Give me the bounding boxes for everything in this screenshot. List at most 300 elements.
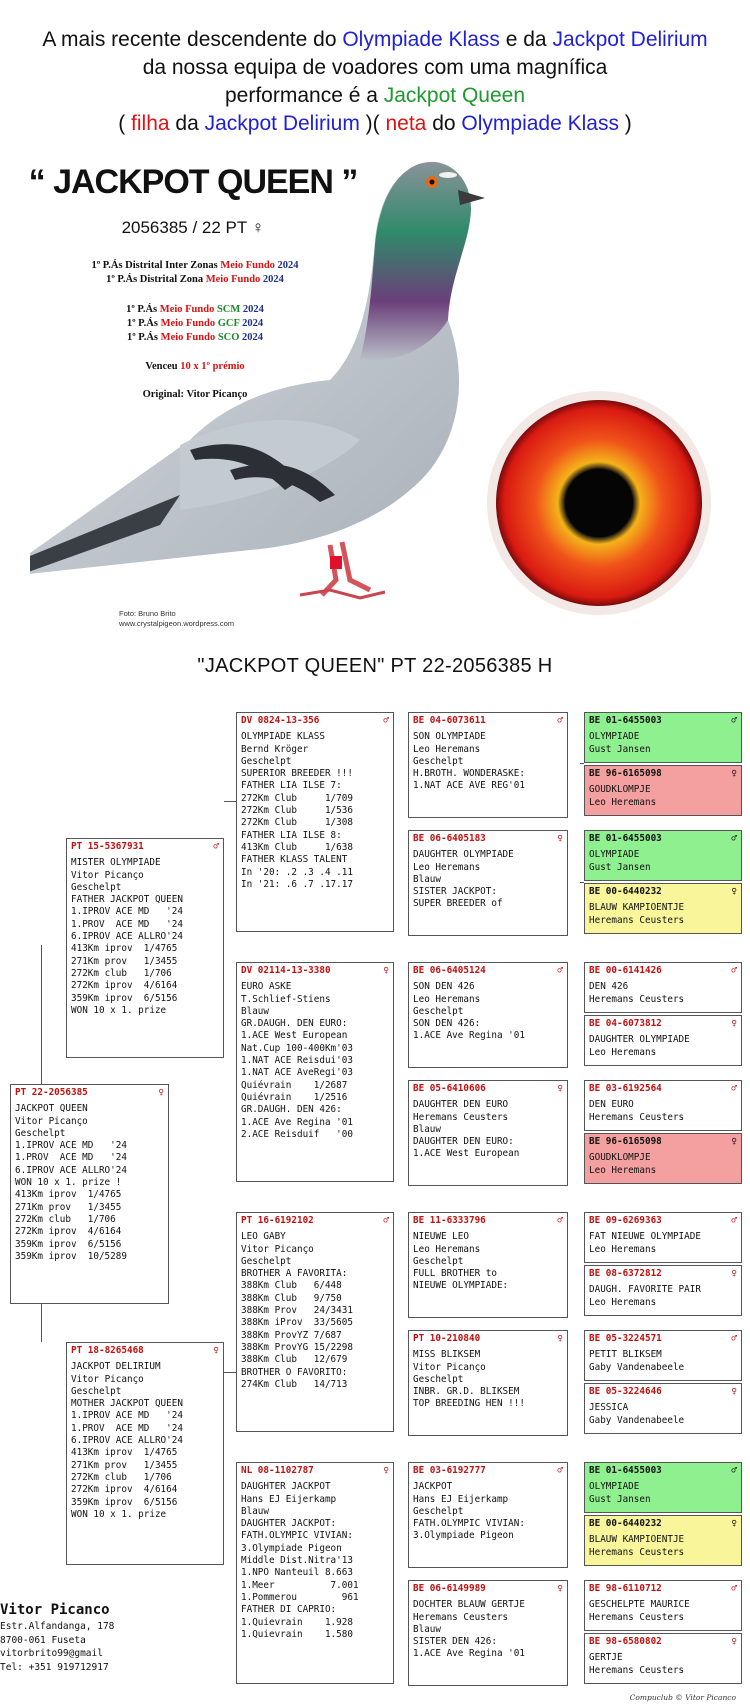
pedigree-box-header (413, 1333, 563, 1345)
pedigree-line: 388Km ProvYG 15/2298 (241, 1341, 353, 1353)
pedigree-line: 1.IPROV ACE MD '24 (71, 1410, 183, 1422)
pedigree-box (584, 712, 742, 763)
pedigree-line: 1.ACE Ave Regina '01 (413, 1648, 525, 1660)
pedigree-box (408, 1462, 568, 1568)
connector (41, 945, 42, 1084)
pedigree-box (408, 830, 568, 936)
pedigree-line: GR.DAUGH. DEN 426: (241, 1104, 342, 1116)
pedigree-box (10, 1084, 169, 1304)
ring-number: BE 98-6110712 (589, 1583, 662, 1594)
pedigree-line: 359Km iprov 6/5156 (71, 1496, 178, 1508)
wins-line: Venceu 10 x 1º prémio (145, 361, 245, 372)
hero-ring-number: 2056385 / 22 PT ♀ (121, 218, 265, 237)
pedigree-line: Heremans Ceusters (589, 1546, 685, 1558)
pedigree-line: 6.IPROV ACE ALLRO'24 (71, 1435, 183, 1447)
pedigree-line: 1.NAT ACE Reisdui'03 (241, 1055, 353, 1067)
achievement-5: 1º P.Ás Meio Fundo SCO 2024 (126, 332, 264, 343)
pedigree-line: INBR. GR.D. BLIKSEM (413, 1386, 520, 1398)
pedigree-box (584, 1133, 742, 1184)
pedigree-box (584, 883, 742, 934)
pedigree-box-header (241, 715, 389, 727)
pedigree-box (584, 1515, 742, 1566)
pedigree-line: Vitor Picanço (71, 1373, 144, 1385)
pedigree-line: MOTHER JACKPOT QUEEN (71, 1398, 183, 1410)
male-symbol: ♂ (557, 965, 563, 976)
pedigree-line: 1.PROV ACE MD '24 (71, 918, 183, 930)
pedigree-line: 388Km ProvYZ 7/687 (241, 1329, 342, 1341)
pedigree-line: 272Km iprov 4/6164 (71, 980, 178, 992)
pedigree-line: In '20: .2 .3 .4 .11 (241, 866, 353, 878)
male-symbol: ♂ (731, 1083, 737, 1094)
male-symbol: ♂ (383, 715, 389, 726)
female-symbol: ♀ (731, 1136, 737, 1147)
footer-credit: Compuclub © Vitor Picanco (629, 1693, 736, 1702)
pedigree-line: FATH.OLYMPIC VIVIAN: (413, 1518, 525, 1530)
pedigree-line: Geschelpt (413, 1373, 464, 1385)
ring-number: BE 08-6372812 (589, 1268, 662, 1279)
pedigree-line: Leo Heremans (589, 1164, 657, 1176)
male-symbol: ♂ (383, 1215, 389, 1226)
pedigree-line: DAUGHTER OLYMPIADE (413, 849, 514, 861)
pedigree-box-header (241, 965, 389, 977)
pedigree-line: 272Km Club 1/308 (241, 817, 353, 829)
pedigree-box-header (589, 1333, 737, 1345)
intro-line-3: performance é a Jackpot Queen (224, 84, 526, 107)
pedigree-line: 3.Olympiade Pigeon (241, 1542, 342, 1554)
pedigree-box (584, 1080, 742, 1131)
male-symbol: ♂ (731, 1215, 737, 1226)
pedigree-box (408, 712, 568, 818)
pedigree-box-header (589, 1636, 737, 1648)
pedigree-line: FATHER JACKPOT QUEEN (71, 894, 183, 906)
ring-number: DV 0824-13-356 (241, 715, 320, 726)
pedigree-line: OLYMPIADE KLASS (241, 731, 325, 743)
pedigree-line: Bernd Kröger (241, 743, 309, 755)
pedigree-line: Nat.Cup 100-400Km'03 (241, 1042, 353, 1054)
ring-number: BE 06-6405183 (413, 833, 486, 844)
pedigree-line: 1.PROV ACE MD '24 (15, 1152, 127, 1164)
pedigree-line: 388Km Club 12/679 (241, 1354, 348, 1366)
pedigree-line: Leo Heremans (413, 743, 481, 755)
pedigree-line: BLAUW KAMPIOENTJE (589, 1534, 685, 1546)
pedigree-box-header (241, 1465, 389, 1477)
pedigree-line: Blauw (413, 1623, 441, 1635)
achievement-1: 1º P.Ás Distrital Inter Zonas Meio Fundo 2024 (91, 260, 299, 271)
male-symbol: ♂ (213, 841, 219, 852)
ring-number: BE 00-6440232 (589, 886, 662, 897)
pedigree-line: EURO ASKE (241, 981, 292, 993)
original-breeder: Original: Vitor Picanço (142, 389, 248, 400)
ring-number: BE 03-6192564 (589, 1083, 662, 1094)
intro-line-2: da nossa equipa de voadores com uma magnífica (142, 56, 608, 79)
pedigree-line: GERTJE (589, 1652, 623, 1664)
intro-line-4: ( filha da Jackpot Delirium )( neta do Olympiade Klass ) (118, 112, 632, 135)
pedigree-line: Vitor Picanço (241, 1243, 314, 1255)
pedigree-box-header (413, 1083, 563, 1095)
pedigree-box-header (589, 1215, 737, 1227)
pedigree-box (236, 1212, 394, 1432)
male-symbol: ♂ (731, 1583, 737, 1594)
connector (224, 801, 236, 802)
owner-address: Estr.Alfandanga, 178 (0, 1621, 115, 1632)
pedigree-line: JACKPOT QUEEN (15, 1103, 88, 1115)
male-symbol: ♂ (557, 1215, 563, 1226)
female-symbol: ♀ (731, 886, 737, 897)
pedigree-line: DAUGHTER JACKPOT: (241, 1518, 337, 1530)
ring-number: BE 05-3224646 (589, 1386, 662, 1397)
female-symbol: ♀ (383, 965, 389, 976)
pedigree-line: FULL BROTHER to (413, 1268, 497, 1280)
female-symbol: ♀ (731, 1386, 737, 1397)
owner-email: vitorbrito99@gmail (0, 1648, 103, 1659)
pedigree-box-header (589, 1083, 737, 1095)
pedigree-line: Vitor Picanço (71, 869, 144, 881)
pedigree-line: Geschelpt (241, 755, 292, 767)
pedigree-line: Hans EJ Eijerkamp (413, 1493, 509, 1505)
pedigree-box-header (589, 1583, 737, 1595)
ring-number: BE 11-6333796 (413, 1215, 486, 1226)
ring-number: BE 03-6192777 (413, 1465, 486, 1476)
pedigree-line: Vitor Picanço (15, 1115, 88, 1127)
pedigree-line: GOUDKLOMPJE (589, 1152, 651, 1164)
pedigree-line: 272Km Club 1/536 (241, 805, 353, 817)
pedigree-line: SISTER DEN 426: (413, 1636, 497, 1648)
female-symbol: ♀ (731, 1268, 737, 1279)
pedigree-line: Quiévrain 1/2687 (241, 1079, 348, 1091)
ring-number: BE 04-6073611 (413, 715, 486, 726)
pedigree-line: Blauw (413, 873, 441, 885)
pedigree-line: Heremans Ceusters (589, 1111, 685, 1123)
pedigree-line: 1.NAT ACE AVE REG'01 (413, 780, 525, 792)
pedigree-line: Blauw (241, 1505, 269, 1517)
hero-title: “ JACKPOT QUEEN ” (28, 163, 358, 201)
female-symbol: ♀ (731, 1518, 737, 1529)
pedigree-line: Hans EJ Eijerkamp (241, 1493, 337, 1505)
owner-name: Vitor Picanco (0, 1602, 110, 1618)
pedigree-line: 388Km Club 9/750 (241, 1292, 342, 1304)
pedigree-line: Heremans Ceusters (413, 1111, 509, 1123)
pedigree-line: Heremans Ceusters (589, 1664, 685, 1676)
pedigree-line: 272Km club 1/706 (15, 1213, 116, 1225)
pedigree-line: GOUDKLOMPJE (589, 784, 651, 796)
pedigree-box-header (413, 1215, 563, 1227)
pedigree-line: 388Km iProv 33/5605 (241, 1317, 353, 1329)
pedigree-box (584, 1462, 742, 1513)
pedigree-line: Leo Heremans (413, 1243, 481, 1255)
pedigree-line: 413Km iprov 1/4765 (71, 943, 178, 955)
pedigree-box (66, 838, 224, 1058)
pedigree-line: Blauw (241, 1005, 269, 1017)
pedigree-line: DAUGHTER DEN EURO: (413, 1136, 514, 1148)
ring-number: PT 18-8265468 (71, 1345, 144, 1356)
pedigree-line: FATHER DI CAPRIO: (241, 1604, 337, 1616)
pedigree-line: Leo Heremans (589, 1296, 657, 1308)
pedigree-line: 274Km Club 14/713 (241, 1378, 348, 1390)
pedigree-line: Gaby Vandenabeele (589, 1361, 685, 1373)
pedigree-line: 2.ACE Reisduif '00 (241, 1128, 353, 1140)
pedigree-box (408, 1080, 568, 1186)
pedigree-line: SON DEN 426 (413, 981, 475, 993)
ring-number: PT 10-210840 (413, 1333, 481, 1344)
pedigree-line: Leo Heremans (413, 993, 481, 1005)
pedigree-line: 272Km club 1/706 (71, 1471, 172, 1483)
ring-number: BE 01-6455003 (589, 715, 662, 726)
pedigree-box-header (589, 768, 737, 780)
pedigree-line: Heremans Ceusters (589, 1611, 685, 1623)
pedigree-line: 1.IPROV ACE MD '24 (15, 1140, 127, 1152)
female-symbol: ♀ (158, 1087, 164, 1098)
pedigree-box (584, 1633, 742, 1684)
pedigree-box-header (589, 1268, 737, 1280)
pedigree-box-header (589, 1136, 737, 1148)
pedigree-box-header (15, 1087, 164, 1099)
pedigree-line: T.Schlief-Stiens (241, 993, 331, 1005)
pedigree-line: Gust Jansen (589, 743, 651, 755)
ring-number: BE 01-6455003 (589, 1465, 662, 1476)
ring-number: BE 05-6410606 (413, 1083, 486, 1094)
pedigree-line: Geschelpt (413, 1505, 464, 1517)
pedigree-line: 271Km prov 1/3455 (15, 1201, 122, 1213)
pedigree-line: TOP BREEDING HEN !!! (413, 1398, 525, 1410)
pedigree-box-header (71, 1345, 219, 1357)
pedigree-line: Geschelpt (413, 1005, 464, 1017)
pedigree-line: MISTER OLYMPIADE (71, 857, 161, 869)
pedigree-box-header (413, 965, 563, 977)
female-symbol: ♀ (731, 768, 737, 779)
pedigree-line: 359Km iprov 6/5156 (15, 1238, 122, 1250)
pedigree-box-header (413, 715, 563, 727)
female-symbol: ♀ (213, 1345, 219, 1356)
pedigree-line: MISS BLIKSEM (413, 1349, 481, 1361)
pedigree-line: 388Km Club 6/448 (241, 1280, 342, 1292)
pedigree-line: 6.IPROV ACE ALLRO'24 (71, 931, 183, 943)
pedigree-line: PETIT BLIKSEM (589, 1349, 662, 1361)
pedigree-box (584, 962, 742, 1013)
pedigree-line: NIEUWE OLYMPIADE: (413, 1280, 509, 1292)
pedigree-line: 272Km club 1/706 (71, 967, 172, 979)
connector (41, 1304, 42, 1342)
pedigree-line: 1.NAT ACE AveRegi'03 (241, 1067, 353, 1079)
pedigree-line: NIEUWE LEO (413, 1231, 469, 1243)
pedigree-box (584, 1212, 742, 1263)
pedigree-line: OLYMPIADE (589, 1481, 640, 1493)
pedigree-line: 413Km iprov 1/4765 (15, 1189, 122, 1201)
pedigree-line: SON DEN 426: (413, 1018, 481, 1030)
pedigree-box (584, 765, 742, 816)
pedigree-line: H.BROTH. WONDERASKE: (413, 768, 525, 780)
pedigree-line: JACKPOT (413, 1481, 453, 1493)
pedigree-line: 3.Olympiade Pigeon (413, 1530, 514, 1542)
male-symbol: ♂ (731, 965, 737, 976)
pedigree-box-header (413, 833, 563, 845)
pedigree-line: Geschelpt (71, 881, 122, 893)
pedigree-line: 1.Pommerou 961 (241, 1591, 359, 1603)
pedigree-box (236, 712, 394, 932)
ring-number: BE 06-6405124 (413, 965, 486, 976)
pedigree-line: 359Km iprov 6/5156 (71, 992, 178, 1004)
intro-line-1: A mais recente descendente do Olympiade Klass e da Jackpot Delirium (42, 28, 708, 51)
pedigree-line: 413Km iprov 1/4765 (71, 1447, 178, 1459)
pedigree-line: WON 10 x 1. prize (71, 1004, 167, 1016)
pedigree-line: 1.Meer 7.001 (241, 1579, 359, 1591)
pedigree-line: DEN EURO (589, 1099, 634, 1111)
pedigree-line: OLYMPIADE (589, 731, 640, 743)
ring-number: BE 96-6165098 (589, 1136, 662, 1147)
pedigree-line: 1.NPO Nanteuil 8.663 (241, 1567, 353, 1579)
female-symbol: ♀ (383, 1465, 389, 1476)
pedigree-line: Leo Heremans (413, 861, 481, 873)
pedigree-box-header (589, 1465, 737, 1477)
pedigree-line: GR.DAUGH. DEN EURO: (241, 1018, 348, 1030)
ring-number: BE 04-6073812 (589, 1018, 662, 1029)
female-symbol: ♀ (731, 1018, 737, 1029)
connector (224, 1372, 236, 1373)
connector (580, 763, 584, 764)
ring-number: BE 98-6580802 (589, 1636, 662, 1647)
female-symbol: ♀ (557, 1333, 563, 1344)
owner-postcode: 8700-061 Fuseta (0, 1634, 86, 1646)
pedigree-line: FATHER KLASS TALENT (241, 854, 348, 866)
pedigree-line: Vitor Picanço (413, 1361, 486, 1373)
pedigree-line: 271Km prov 1/3455 (71, 955, 178, 967)
pedigree-box (66, 1342, 224, 1565)
pedigree-box-header (589, 1386, 737, 1398)
female-symbol: ♀ (731, 1636, 737, 1647)
pedigree-line: Geschelpt (71, 1385, 122, 1397)
pedigree-line: Heremans Ceusters (589, 993, 685, 1005)
pedigree-line: 1.ACE West European (241, 1030, 348, 1042)
pedigree-line: GESCHELPTE MAURICE (589, 1599, 690, 1611)
pedigree-line: 1.IPROV ACE MD '24 (71, 906, 183, 918)
female-symbol: ♀ (557, 1083, 563, 1094)
pedigree-line: Blauw (413, 1123, 441, 1135)
female-symbol: ♀ (557, 833, 563, 844)
pedigree-line: DEN 426 (589, 981, 629, 993)
male-symbol: ♂ (731, 833, 737, 844)
ring-number: PT 22-2056385 (15, 1087, 88, 1098)
pedigree-line: 1.Quievrain 1.580 (241, 1628, 353, 1640)
pedigree-line: Leo Heremans (589, 1243, 657, 1255)
ring-number: PT 16-6192102 (241, 1215, 314, 1226)
pedigree-box-header (241, 1215, 389, 1227)
pedigree-line: In '21: .6 .7 .17.17 (241, 878, 353, 890)
pedigree-line: DAUGHTER JACKPOT (241, 1481, 331, 1493)
pedigree-line: JACKPOT DELIRIUM (71, 1361, 161, 1373)
ring-number: DV 02114-13-3380 (241, 965, 331, 976)
achievement-3: 1º P.Ás Meio Fundo SCM 2024 (126, 304, 264, 315)
pedigree-line: DOCHTER BLAUW GERTJE (413, 1599, 525, 1611)
achievement-4: 1º P.Ás Meio Fundo GCF 2024 (126, 318, 264, 329)
pedigree-line: 272Km Club 1/709 (241, 792, 353, 804)
pedigree-box (408, 962, 568, 1068)
pedigree-line: 271Km prov 1/3455 (71, 1459, 178, 1471)
pedigree-line: Heremans Ceusters (589, 914, 685, 926)
pedigree-line: 388Km Prov 24/3431 (241, 1305, 353, 1317)
ring-number: BE 00-6141426 (589, 965, 662, 976)
pedigree-line: Gust Jansen (589, 1493, 651, 1505)
pedigree-line: SON OLYMPIADE (413, 731, 486, 743)
pedigree-line: OLYMPIADE (589, 849, 640, 861)
pedigree-line: 272Km iprov 4/6164 (15, 1226, 122, 1238)
pedigree-box (236, 962, 394, 1182)
pedigree-box-header (589, 1018, 737, 1030)
pedigree-line: Quiévrain 1/2516 (241, 1091, 348, 1103)
pedigree-line: Middle Dist.Nitra'13 (241, 1555, 353, 1567)
pedigree-line: 413Km Club 1/638 (241, 841, 353, 853)
pedigree-box (584, 1383, 742, 1434)
pedigree-box-header (589, 965, 737, 977)
achievement-2: 1º P.Ás Distrital Zona Meio Fundo 2024 (106, 274, 284, 285)
ring-number: BE 00-6440232 (589, 1518, 662, 1529)
ring-number: BE 09-6269363 (589, 1215, 662, 1226)
pedigree-line: 1.PROV ACE MD '24 (71, 1422, 183, 1434)
pedigree-line: 1.ACE Ave Regina '01 (241, 1116, 353, 1128)
pedigree-box (584, 1330, 742, 1381)
pedigree-line: 1.ACE Ave Regina '01 (413, 1030, 525, 1042)
ring-number: BE 01-6455003 (589, 833, 662, 844)
pedigree-line: WON 10 x 1. prize ! (15, 1177, 122, 1189)
pedigree-line: BROTHER O FAVORITO: (241, 1366, 348, 1378)
pedigree-line: Heremans Ceusters (413, 1611, 509, 1623)
owner-phone: Tel: +351 919712917 (0, 1661, 109, 1673)
female-symbol: ♀ (557, 1583, 563, 1594)
pedigree-line: FATHER LIA ILSE 8: (241, 829, 342, 841)
ring-number: NL 08-1102787 (241, 1465, 314, 1476)
pedigree-line: DAUGH. FAVORITE PAIR (589, 1284, 701, 1296)
pedigree-box (584, 1265, 742, 1316)
pedigree-line: 1.ACE West European (413, 1148, 520, 1160)
owner-contact (0, 1600, 114, 1674)
pigeon-eye-photo (484, 388, 714, 618)
pedigree-line: FATHER LIA ILSE 7: (241, 780, 342, 792)
pedigree-box (408, 1580, 568, 1686)
photo-credit: Foto: Bruno Brito www.crystalpigeon.wordpress.com (119, 609, 235, 628)
pedigree-line: DAUGHTER OLYMPIADE (589, 1034, 690, 1046)
male-symbol: ♂ (557, 715, 563, 726)
pedigree-title: "JACKPOT QUEEN" PT 22-2056385 H (197, 655, 553, 677)
pedigree-line: SUPERIOR BREEDER !!! (241, 768, 353, 780)
pedigree-line: 272Km iprov 4/6164 (71, 1484, 178, 1496)
pedigree-line: 1.Quievrain 1.928 (241, 1616, 353, 1628)
pedigree-box-header (413, 1583, 563, 1595)
ring-number: PT 15-5367931 (71, 841, 144, 852)
pedigree-line: Gaby Vandenabeele (589, 1414, 685, 1426)
male-symbol: ♂ (731, 1333, 737, 1344)
male-symbol: ♂ (731, 1465, 737, 1476)
pedigree-line: FAT NIEUWE OLYMPIADE (589, 1231, 701, 1243)
pedigree-line: Geschelpt (413, 1255, 464, 1267)
pedigree-line: SISTER JACKPOT: (413, 886, 497, 898)
pedigree-box (584, 1580, 742, 1631)
pedigree-box-header (589, 886, 737, 898)
pedigree-box (584, 830, 742, 881)
ring-number: BE 96-6165098 (589, 768, 662, 779)
pedigree-box-header (413, 1465, 563, 1477)
pedigree-line: Geschelpt (413, 755, 464, 767)
intro-text (0, 26, 750, 138)
pedigree-line: WON 10 x 1. prize (71, 1508, 167, 1520)
pedigree-box-header (589, 1518, 737, 1530)
pedigree-line: Geschelpt (241, 1255, 292, 1267)
pedigree-line: Geschelpt (15, 1127, 66, 1139)
pedigree-line: 359Km iprov 10/5289 (15, 1250, 127, 1262)
pedigree-line: Leo Heremans (589, 796, 657, 808)
pedigree-line: DAUGHTER DEN EURO (413, 1099, 509, 1111)
pedigree-line: BLAUW KAMPIOENTJE (589, 902, 685, 914)
pedigree-line: BROTHER A FAVORITA: (241, 1268, 348, 1280)
pedigree-line: LEO GABY (241, 1231, 286, 1243)
pedigree-line: SUPER BREEDER of (413, 898, 503, 910)
